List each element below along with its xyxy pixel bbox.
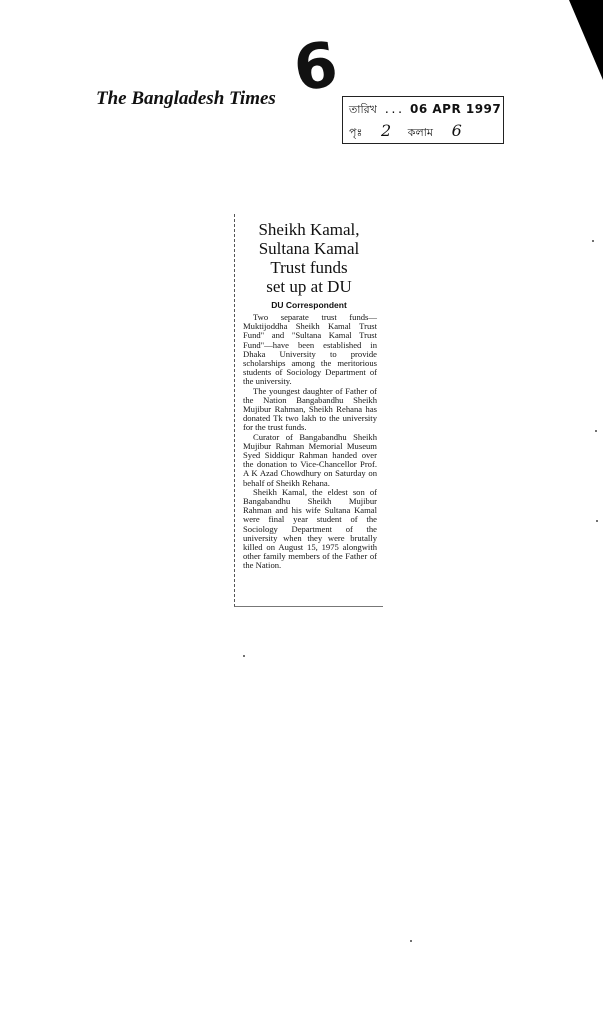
stamp-column-label: কলাম [407,126,433,139]
headline-line: Sultana Kamal [258,239,360,258]
scan-corner-shadow [569,0,603,80]
newspaper-masthead: The Bangladesh Times [96,88,276,109]
article-paragraph: The youngest daughter of Father of the Nation Bangabandhu Sheikh Mujibur Rahman, Sheikh Rehana has donated Tk two lakh to the university for the trust funds. [243,385,377,433]
stamp-page-number: 2 [380,121,392,140]
scan-speck [592,240,594,242]
headline-line: Trust funds [270,258,348,277]
scan-speck [595,430,597,432]
article-byline: DU Correspondent [271,300,347,310]
article-paragraph: Sheikh Kamal, the eldest son of Bangabandhu Sheikh Mujibur Rahman and his wife Sultana Kamal were final year student of the Sociology Department of the university when they were brutally killed on August 15, 1975 alongwith other family members of the Father of the Nation. [243,486,377,571]
scan-speck [243,655,245,657]
scan-speck [596,520,598,522]
headline-line: Sheikh Kamal, [258,220,360,239]
date-stamp [342,96,504,144]
stamp-date-label: তারিখ ... [349,103,404,116]
stamp-page-label: পৃঃ [349,126,363,139]
headline-line: set up at DU [266,277,352,296]
article-body [235,313,383,571]
article-headline [235,220,383,296]
stamp-column-number: 6 [451,121,462,140]
news-clipping [234,214,383,607]
stamp-date: 06 APR 1997 [409,102,502,116]
article-paragraph: Curator of Bangabandhu Sheikh Mujibur Rahman Memorial Museum Syed Siddiqur Rahman handed over the donation to Vice-Chancellor Prof. A K Azad Chowdhury on Saturday on behalf of Sheikh Rehana. [243,431,377,488]
handwritten-page-number: 6 [289,27,343,106]
article-paragraph: Two separate trust funds— Muktijoddha Sheikh Kamal Trust Fund" and "Sultana Kamal Trust Fund"—have been established in Dhaka University to provide scholarships among the meritorious students of Sociology Department of the university. [243,312,377,387]
scan-speck [410,940,412,942]
